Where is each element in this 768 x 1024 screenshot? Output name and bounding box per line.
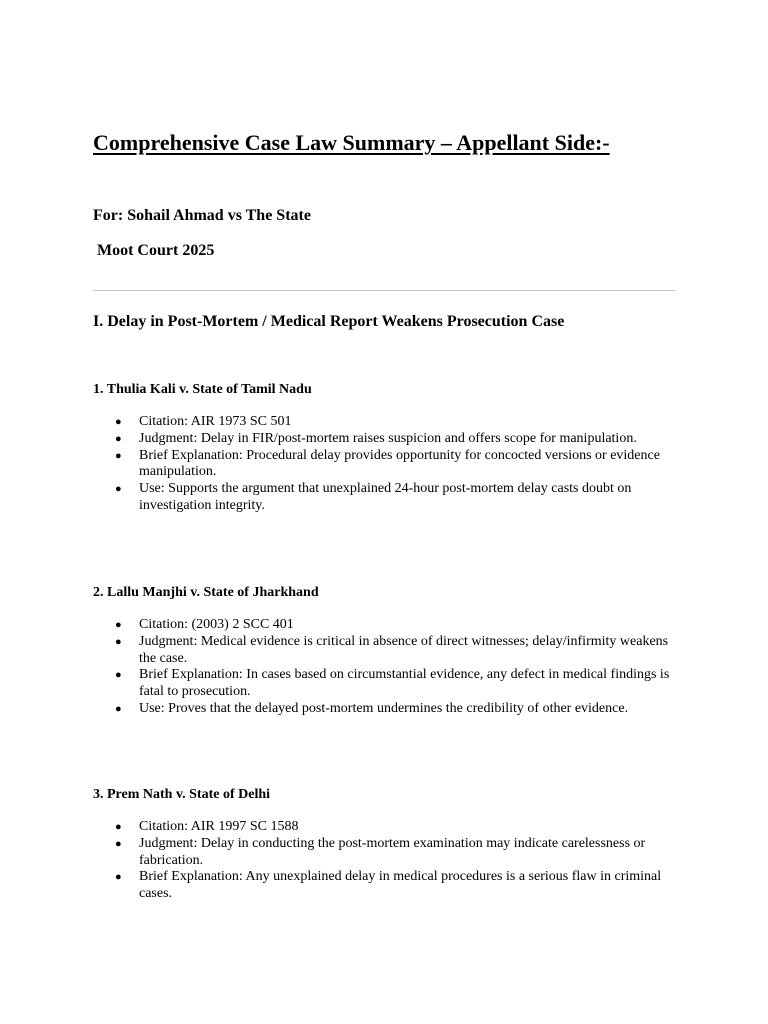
explanation-text: Brief Explanation: In cases based on circumstantial evidence, any defect in medical findings is fatal to prosecution. bbox=[139, 667, 670, 700]
case-entry-1 bbox=[93, 381, 673, 515]
list-item bbox=[93, 617, 673, 634]
case-points-list bbox=[93, 414, 673, 515]
case-title: 3. Prem Nath v. State of Delhi bbox=[93, 787, 271, 802]
judgment-text: Judgment: Delay in FIR/post-mortem raises suspicion and offers scope for manipulation. bbox=[139, 430, 637, 446]
list-item bbox=[93, 414, 673, 431]
list-item bbox=[93, 869, 673, 903]
citation-text: Citation: AIR 1997 SC 1588 bbox=[139, 819, 299, 834]
bullet-icon: ● bbox=[115, 871, 122, 884]
use-text: Use: Supports the argument that unexplained 24-hour post-mortem delay casts doubt on investigation integrity. bbox=[139, 481, 632, 513]
bullet-icon: ● bbox=[115, 669, 122, 682]
explanation-text: Brief Explanation: Procedural delay provides opportunity for concocted versions or evidence manipulation. bbox=[139, 447, 660, 480]
citation-text: Citation: (2003) 2 SCC 401 bbox=[139, 617, 294, 632]
case-entry-2 bbox=[93, 584, 673, 718]
case-title: 1. Thulia Kali v. State of Tamil Nadu bbox=[93, 382, 312, 397]
case-title: 2. Lallu Manjhi v. State of Jharkhand bbox=[93, 585, 319, 600]
bullet-icon: ● bbox=[115, 416, 122, 428]
document-title: Comprehensive Case Law Summary – Appellant Side:- bbox=[93, 130, 610, 155]
list-item bbox=[93, 448, 673, 482]
list-item bbox=[93, 481, 673, 515]
list-item bbox=[93, 667, 673, 701]
explanation-text: Brief Explanation: Any unexplained delay in medical procedures is a serious flaw in criminal cases. bbox=[139, 869, 662, 902]
judgment-text: Judgment: Delay in conducting the post-mortem examination may indicate carelessness or fabrication. bbox=[139, 835, 646, 868]
use-text: Use: Proves that the delayed post-mortem undermines the credibility of other evidence. bbox=[139, 700, 629, 716]
citation-text: Citation: AIR 1973 SC 501 bbox=[139, 414, 292, 429]
bullet-icon: ● bbox=[115, 821, 122, 833]
case-points-list bbox=[93, 819, 673, 903]
moot-court-line: Moot Court 2025 bbox=[97, 242, 215, 259]
list-item bbox=[93, 634, 673, 668]
bullet-icon: ● bbox=[115, 702, 122, 715]
bullet-icon: ● bbox=[115, 837, 122, 850]
case-entry-3 bbox=[93, 786, 673, 903]
bullet-icon: ● bbox=[115, 483, 122, 496]
case-points-list bbox=[93, 617, 673, 718]
bullet-icon: ● bbox=[115, 432, 122, 445]
list-item bbox=[93, 701, 673, 718]
list-item bbox=[93, 431, 673, 448]
bullet-icon: ● bbox=[115, 449, 122, 462]
bullet-icon: ● bbox=[115, 619, 122, 631]
list-item bbox=[93, 819, 673, 836]
case-parties-line: For: Sohail Ahmad vs The State bbox=[93, 207, 311, 224]
horizontal-divider bbox=[93, 290, 676, 291]
list-item bbox=[93, 836, 673, 870]
judgment-text: Judgment: Medical evidence is critical in absence of direct witnesses; delay/infirmity weakens the case. bbox=[139, 633, 669, 666]
section-heading: I. Delay in Post-Mortem / Medical Report Weakens Prosecution Case bbox=[93, 313, 565, 330]
bullet-icon: ● bbox=[115, 635, 122, 648]
